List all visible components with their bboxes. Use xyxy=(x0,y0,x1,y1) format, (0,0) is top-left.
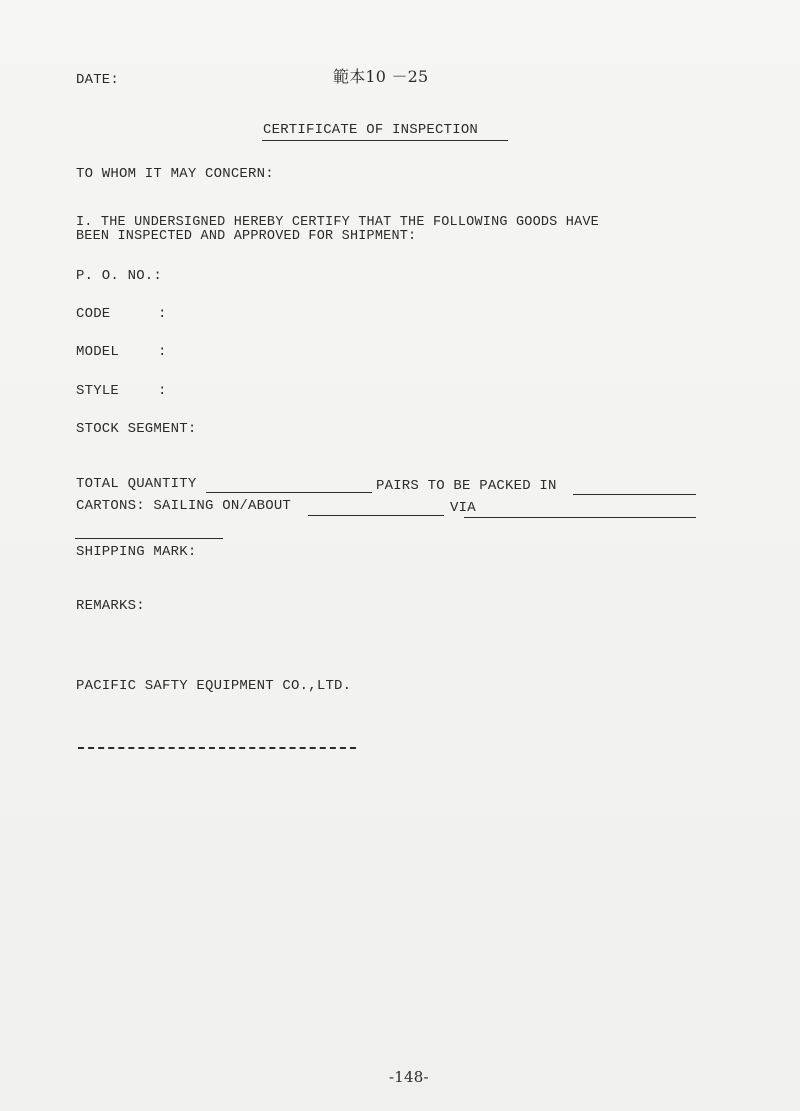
style-colon: : xyxy=(158,383,167,399)
via-label: VIA xyxy=(450,500,476,516)
statement-line-1: I. THE UNDERSIGNED HEREBY CERTIFY THAT THE FOLLOWING GOODS HAVE xyxy=(76,215,599,230)
company-name: PACIFIC SAFTY EQUIPMENT CO.,LTD. xyxy=(76,678,352,694)
cartons-sailing-label: CARTONS: SAILING ON/ABOUT xyxy=(76,498,292,514)
page-number: -148- xyxy=(389,1068,429,1086)
remarks-label: REMARKS: xyxy=(76,598,145,614)
form-number: 範本10 －25 xyxy=(333,67,429,86)
title-underline xyxy=(262,140,508,141)
carryover-blank xyxy=(75,538,223,539)
pairs-packed-label: PAIRS TO BE PACKED IN xyxy=(376,478,557,494)
stock-segment-label: STOCK SEGMENT: xyxy=(76,421,197,437)
total-quantity-blank xyxy=(206,492,372,493)
model-colon: : xyxy=(158,344,167,360)
po-number-label: P. O. NO.: xyxy=(76,268,163,284)
date-label: DATE: xyxy=(76,72,120,88)
document-title: CERTIFICATE OF INSPECTION xyxy=(263,122,479,138)
sailing-date-blank xyxy=(308,515,444,516)
style-label: STYLE xyxy=(76,383,120,399)
total-quantity-label: TOTAL QUANTITY xyxy=(76,476,197,492)
statement-line-2: BEEN INSPECTED AND APPROVED FOR SHIPMENT: xyxy=(76,229,417,244)
packed-in-blank xyxy=(573,494,696,495)
model-label: MODEL xyxy=(76,344,120,360)
code-label: CODE xyxy=(76,306,111,322)
code-colon: : xyxy=(158,306,167,322)
shipping-mark-label: SHIPPING MARK: xyxy=(76,544,197,560)
salutation: TO WHOM IT MAY CONCERN: xyxy=(76,166,274,182)
via-blank xyxy=(464,517,696,518)
signature-line xyxy=(78,747,356,749)
